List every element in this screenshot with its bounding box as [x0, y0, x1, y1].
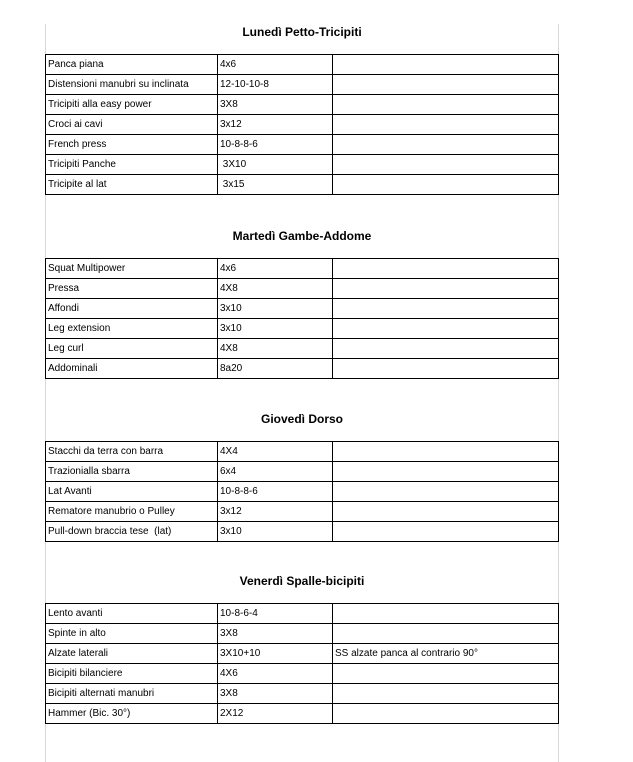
section-title-tuesday: Martedì Gambe-Addome: [232, 229, 372, 243]
exercise-cell: Leg curl: [46, 339, 218, 359]
notes-cell: SS alzate panca al contrario 90°: [333, 644, 559, 664]
notes-cell: [333, 442, 559, 462]
table-row: [46, 95, 559, 115]
table-row: [46, 624, 559, 644]
notes-cell: [333, 319, 559, 339]
notes-cell: [333, 482, 559, 502]
table-row: [46, 684, 559, 704]
sets-cell: 3X10+10: [218, 644, 333, 664]
sets-cell: 4X6: [218, 664, 333, 684]
sets-cell: 3x10: [218, 299, 333, 319]
exercise-cell: Tricipiti alla easy power: [46, 95, 218, 115]
table-row: [46, 704, 559, 724]
notes-cell: [333, 115, 559, 135]
exercise-cell: Bicipiti bilanciere: [46, 664, 218, 684]
notes-cell: [333, 522, 559, 542]
notes-cell: [333, 704, 559, 724]
exercise-cell: French press: [46, 135, 218, 155]
sets-cell: 3x10: [218, 319, 333, 339]
exercise-cell: Rematore manubrio o Pulley: [46, 502, 218, 522]
notes-cell: [333, 684, 559, 704]
notes-cell: [333, 155, 559, 175]
table-row: [46, 155, 559, 175]
sets-cell: 3x10: [218, 522, 333, 542]
sets-cell: 3x12: [218, 115, 333, 135]
notes-cell: [333, 175, 559, 195]
exercise-cell: Addominali: [46, 359, 218, 379]
sets-cell: 3x12: [218, 502, 333, 522]
table-row: [46, 462, 559, 482]
notes-cell: [333, 279, 559, 299]
exercise-cell: Affondi: [46, 299, 218, 319]
notes-cell: [333, 75, 559, 95]
exercise-cell: Pull-down braccia tese (lat): [46, 522, 218, 542]
sets-cell: 4x6: [218, 55, 333, 75]
sets-cell: 3X8: [218, 624, 333, 644]
table-row: [46, 644, 559, 664]
table-row: [46, 175, 559, 195]
exercise-cell: Spinte in alto: [46, 624, 218, 644]
exercise-cell: Bicipiti alternati manubri: [46, 684, 218, 704]
table-row: [46, 55, 559, 75]
sets-cell: 4X8: [218, 279, 333, 299]
exercise-cell: Panca piana: [46, 55, 218, 75]
table-row: [46, 339, 559, 359]
exercise-cell: Leg extension: [46, 319, 218, 339]
sets-cell: 3X10: [218, 155, 333, 175]
sets-cell: 10-8-6-4: [218, 604, 333, 624]
exercise-cell: Alzate laterali: [46, 644, 218, 664]
workout-table-friday: [45, 603, 559, 724]
table-row: [46, 299, 559, 319]
section-title-thursday: Giovedì Dorso: [260, 412, 343, 426]
workout-table-thursday: [45, 441, 559, 542]
exercise-cell: Lat Avanti: [46, 482, 218, 502]
exercise-cell: Tricipite al lat: [46, 175, 218, 195]
table-row: [46, 319, 559, 339]
notes-cell: [333, 359, 559, 379]
table-row: [46, 279, 559, 299]
exercise-cell: Distensioni manubri su inclinata: [46, 75, 218, 95]
table-row: [46, 502, 559, 522]
section-title-monday: Lunedì Petto-Tricipiti: [242, 25, 362, 39]
sets-cell: 4x6: [218, 259, 333, 279]
sets-cell: 10-8-8-6: [218, 482, 333, 502]
sets-cell: 3X8: [218, 95, 333, 115]
sets-cell: 4X8: [218, 339, 333, 359]
sets-cell: 2X12: [218, 704, 333, 724]
sets-cell: 3x15: [218, 175, 333, 195]
exercise-cell: Trazionialla sbarra: [46, 462, 218, 482]
exercise-cell: Lento avanti: [46, 604, 218, 624]
notes-cell: [333, 95, 559, 115]
notes-cell: [333, 299, 559, 319]
exercise-cell: Stacchi da terra con barra: [46, 442, 218, 462]
sets-cell: 12-10-10-8: [218, 75, 333, 95]
sets-cell: 8a20: [218, 359, 333, 379]
notes-cell: [333, 604, 559, 624]
table-row: [46, 75, 559, 95]
exercise-cell: Squat Multipower: [46, 259, 218, 279]
table-row: [46, 522, 559, 542]
table-row: [46, 115, 559, 135]
table-row: [46, 359, 559, 379]
table-row: [46, 135, 559, 155]
workout-table-tuesday: [45, 258, 559, 379]
sets-cell: 3X8: [218, 684, 333, 704]
notes-cell: [333, 664, 559, 684]
notes-cell: [333, 462, 559, 482]
sets-cell: 4X4: [218, 442, 333, 462]
notes-cell: [333, 135, 559, 155]
workout-table-monday: [45, 54, 559, 195]
exercise-cell: Hammer (Bic. 30°): [46, 704, 218, 724]
notes-cell: [333, 55, 559, 75]
notes-cell: [333, 339, 559, 359]
notes-cell: [333, 502, 559, 522]
exercise-cell: Croci ai cavi: [46, 115, 218, 135]
table-row: [46, 442, 559, 462]
sets-cell: 10-8-8-6: [218, 135, 333, 155]
table-row: [46, 604, 559, 624]
notes-cell: [333, 259, 559, 279]
exercise-cell: Pressa: [46, 279, 218, 299]
table-row: [46, 664, 559, 684]
section-title-friday: Venerdì Spalle-bicipiti: [239, 574, 365, 588]
table-row: [46, 482, 559, 502]
notes-cell: [333, 624, 559, 644]
table-row: [46, 259, 559, 279]
sets-cell: 6x4: [218, 462, 333, 482]
exercise-cell: Tricipiti Panche: [46, 155, 218, 175]
